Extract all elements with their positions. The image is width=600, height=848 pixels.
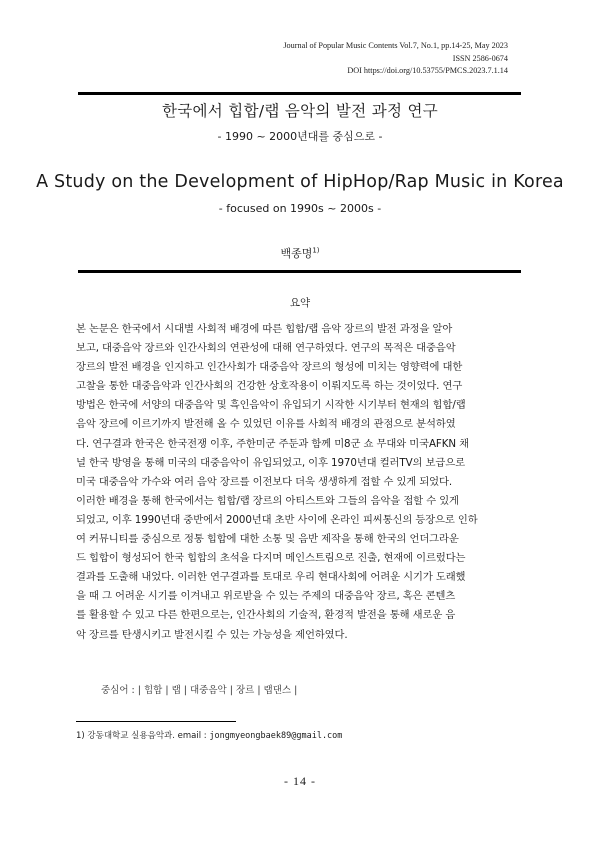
journal-citation: Journal of Popular Music Contents Vol.7, No.1, pp.14-25, May 2023 (283, 41, 508, 50)
english-title: A Study on the Development of HipHop/Rap Music in Korea (36, 172, 564, 192)
footnote-rule (76, 721, 236, 722)
footnote (76, 729, 342, 741)
abstract-line: 다. 연구결과 한국은 한국전쟁 이후, 주한미군 주둔과 함께 미8군 쇼 무대와 미국AFKN 채 (76, 437, 469, 450)
abstract-line: 여 커뮤니티를 중심으로 정통 힙합에 대한 소통 및 음반 제작을 통해 한국의 언더그라운 (76, 533, 459, 546)
abstract-line: 본 논문은 한국에서 시대별 사회적 배경에 따른 힙합/랩 음악 장르의 발전 과정을 알아 (76, 323, 453, 335)
abstract-line: 장르의 발전 배경을 인지하고 인간사회가 대중음악 장르의 형성에 미치는 영향력에 대한 (76, 361, 463, 374)
footnote-email[interactable]: jongmyeongbaek89@gmail.com (209, 731, 343, 741)
abstract-line: 이러한 배경을 통해 한국에서는 힙합/랩 장르의 아티스트와 그들의 음악을 접할 수 있게 (76, 494, 459, 507)
abstract-line: 음악 장르에 이르기까지 발전해 올 수 있었던 이유를 사회적 배경의 관점으로 분석하였 (76, 418, 456, 431)
journal-doi: DOI https://doi.org/10.53755/PMCS.2023.7.1.14 (347, 66, 508, 75)
journal-issn: ISSN 2586-0674 (452, 53, 508, 63)
abstract-line: 미국 대중음악 가수와 여러 음악 장르를 이전보다 더욱 생생하게 접할 수 있게 되었다. (76, 475, 453, 488)
footnote-text: 1) 강동대학교 실용음악과. email : (76, 731, 210, 741)
korean-title: 한국에서 힙합/랩 음악의 발전 과정 연구 (161, 102, 439, 120)
title-bottom-rule (78, 270, 521, 273)
abstract-line: 널 한국 방영을 통해 미국의 대중음악이 유입되었고, 이후 1970년대 컬러TV의 보급으로 (76, 456, 465, 469)
abstract-body (76, 320, 523, 645)
journal-info (283, 40, 508, 78)
abstract-line: 을 때 그 어려운 시기를 이겨내고 위로받을 수 있는 주제의 대중음악 장르, 혹은 콘텐츠 (76, 590, 456, 603)
abstract-line: 악 장르를 탄생시키고 발전시킬 수 있는 가능성을 제언하였다. (76, 628, 348, 641)
abstract-line: 보고, 대중음악 장르와 인간사회의 연관성에 대해 연구하였다. 연구의 목적은 대중음악 (76, 342, 456, 355)
title-top-rule (78, 92, 521, 95)
korean-subtitle: - 1990 ~ 2000년대를 중심으로 - (217, 130, 383, 143)
abstract-line: 고찰을 통한 대중음악과 인간사회의 건강한 상호작용이 이뤄지도록 하는 것이었다. 연구 (76, 380, 463, 393)
english-subtitle: - focused on 1990s ~ 2000s - (218, 202, 382, 215)
keywords: 중심어 : | 힙합 | 랩 | 대중음악 | 장르 | 랩댄스 | (101, 685, 298, 696)
author (0, 245, 600, 261)
author-name: 백종명 (280, 247, 313, 260)
abstract-line: 드 힙합이 형성되어 한국 힙합의 초석을 다지며 메인스트림으로 진출, 현재에 이르렀다는 (76, 552, 466, 565)
author-footnote-mark[interactable]: 1) (312, 246, 320, 255)
page-number: - 14 - (284, 774, 316, 788)
abstract-line: 되었고, 이후 1990년대 중반에서 2000년대 초반 사이에 온라인 피씨통신의 등장으로 인하 (76, 513, 478, 526)
abstract-line: 결과를 도출해 내었다. 이러한 연구결과를 토대로 우리 현대사회에 어려운 시기가 도래했 (76, 571, 466, 584)
abstract-line: 를 활용할 수 있고 다른 한편으로는, 인간사회의 기술적, 환경적 발전을 통해 새로운 음 (76, 609, 456, 622)
abstract-line: 방법은 한국에 서양의 대중음악 및 흑인음악이 유입되기 시작한 시기부터 현재의 힙합/랩 (76, 399, 466, 412)
abstract-heading: 요약 (289, 297, 311, 309)
